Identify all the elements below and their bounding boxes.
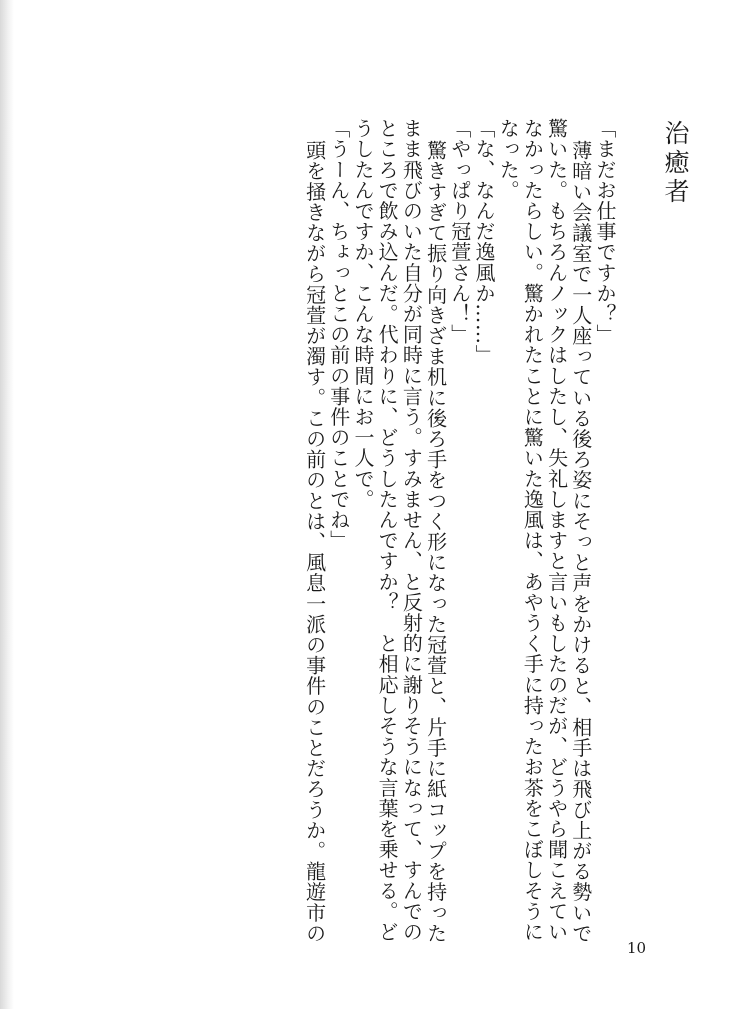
text-line: 「まだお仕事ですか？」 [593,118,617,345]
page-number: 10 [627,939,647,957]
text-line: なかったらしい。驚かれたことに驚いた逸風は、あやうく手に持ったお茶をこぼしそうに [520,118,545,942]
text-line: なった。 [496,118,521,201]
text-line: 「やっぱり冠萱さん！」 [447,118,472,345]
vertical-text-block [302,118,695,944]
text-line: 薄暗い会議室で一人座っている後ろ姿にそっと声をかけると、相手は飛び上がる勢いで [568,140,593,944]
text-line: 頭を掻きながら冠萱が濁す。この前のとは、風息一派の事件のことだろうか。龍遊市の [302,140,327,944]
text-line: うしたんですか、こんな時間にお一人で。 [350,118,375,510]
text-line: 「うーん、ちょっとこの前の事件のことでね」 [326,118,351,551]
text-line: 「な、なんだ逸風か……」 [471,118,496,366]
text-line: まま飛びのいた自分が同時に言う。すみません、と反射的に謝りそうになって、すんでの [399,118,424,942]
text-line: 驚いた。もちろんノックはしたし、失礼しますと言いもしたのだが、どうやら聞こえてい [544,118,569,942]
text-line: ところで飲み込んだ。代わりに、どうしたんですか？ と相応しそうな言葉を乗せる。ど [375,118,400,942]
page-edge-shadow [0,0,14,1009]
chapter-title: 治癒者 [661,120,690,207]
text-line: 驚きすぎて振り向きざま机に後ろ手をつく形になった冠萱と、片手に紙コップを持った [423,140,448,944]
